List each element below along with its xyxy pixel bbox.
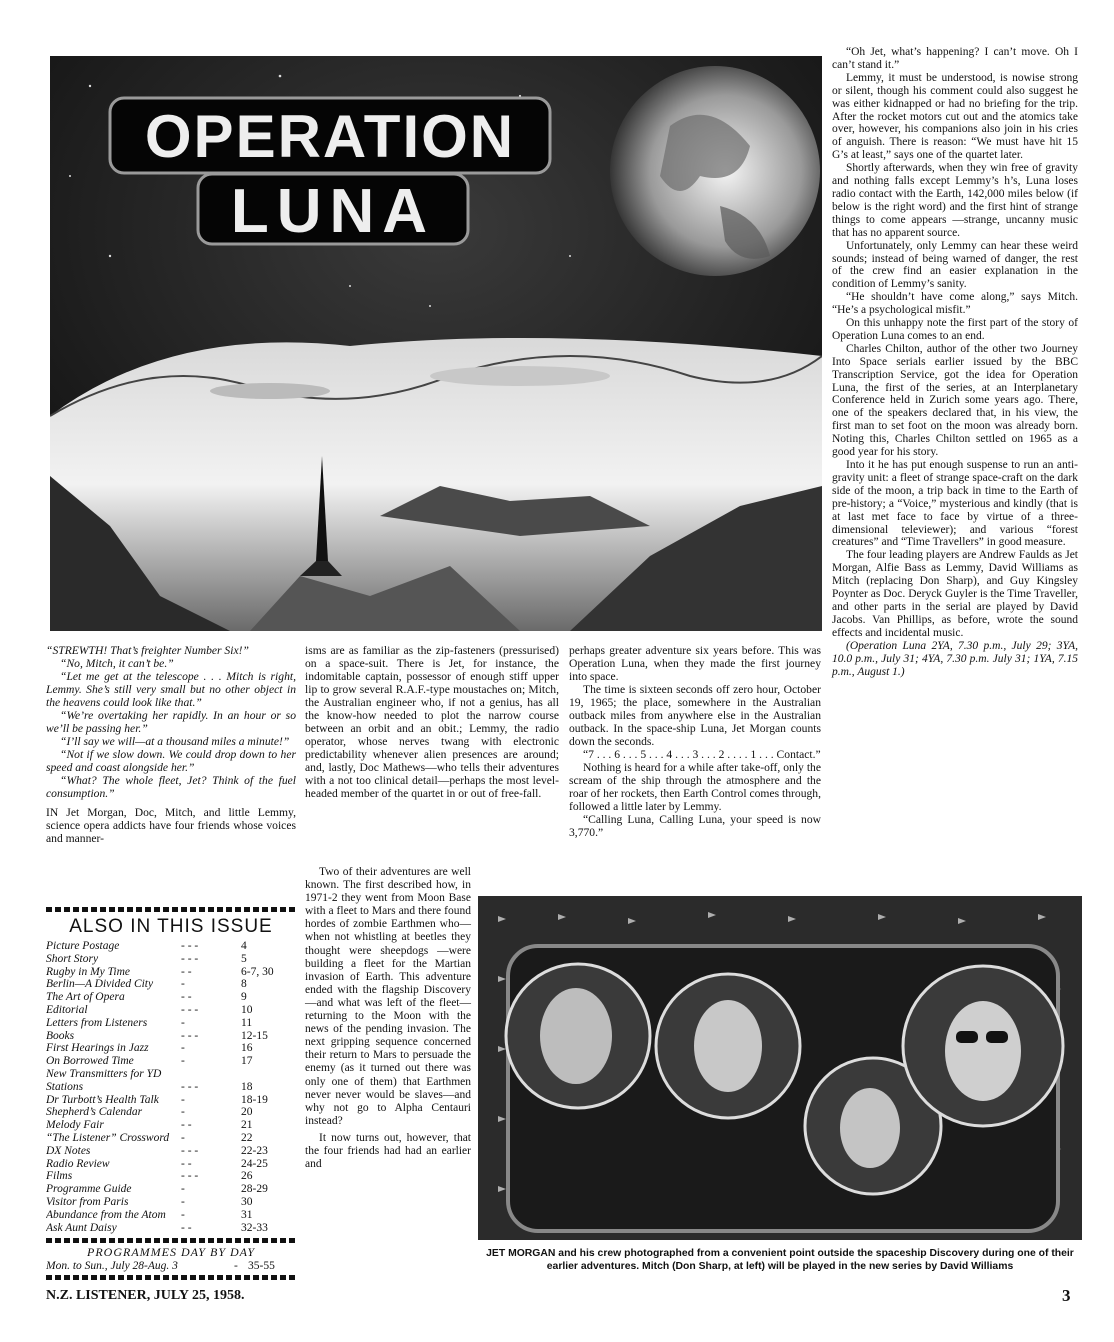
toc-item-page: 12-15 (241, 1029, 268, 1042)
toc-item-dash: - (181, 1042, 185, 1055)
toc-item-page: 9 (241, 991, 247, 1004)
toc-item-name: Rugby in My Time (46, 965, 130, 978)
toc-item (46, 1158, 296, 1171)
wavy-rule (46, 1238, 296, 1243)
toc-item-page: 8 (241, 978, 247, 991)
toc-item-name: Dr Turbott’s Health Talk (46, 1093, 159, 1106)
toc-item-name: Ask Aunt Daisy (46, 1221, 117, 1234)
body-paragraph: “Oh Jet, what’s happening? I can’t move. Oh I can’t stand it.” (832, 46, 1078, 71)
toc-item-dash: - - (181, 1157, 192, 1170)
toc-item (46, 991, 296, 1004)
toc-item-name: Visitor from Paris (46, 1195, 129, 1208)
body-paragraph: “7 . . . 6 . . . 5 . . . 4 . . . 3 . . . 2 . . . . 1 . . . Contact.” (583, 748, 821, 761)
toc-item-dash: - (181, 1195, 185, 1208)
toc-item-page: 5 (241, 952, 247, 965)
also-in-this-issue-box (46, 907, 296, 1280)
astronaut-4 (903, 966, 1063, 1126)
toc-item-page: 6-7, 30 (241, 965, 274, 978)
toc-item-name: “The Listener” Crossword (46, 1131, 170, 1144)
toc-item-page: 26 (241, 1170, 253, 1183)
astronaut-2 (656, 974, 800, 1118)
programmes-dash: - (234, 1260, 238, 1273)
toc-item (46, 1119, 296, 1132)
toc-item-name: The Art of Opera (46, 991, 125, 1004)
toc-item-page: 32-33 (241, 1221, 268, 1234)
body-paragraph: “He shouldn’t have come along,” says Mitch. “He’s a psychological misfit.” (832, 291, 1078, 317)
toc-item-page (241, 1068, 296, 1081)
intro-line: “We’re overtaking her rapidly. In an hour or so we’ll be passing her.” (46, 709, 296, 735)
toc-item-dash: - (181, 1093, 185, 1106)
toc-item-page: 21 (241, 1119, 253, 1132)
body-column-3 (569, 644, 821, 839)
toc-item-name: Abundance from the Atom (46, 1208, 166, 1221)
toc-item-page: 11 (241, 1016, 253, 1029)
toc-item-page: 31 (241, 1208, 253, 1221)
toc-item-page: 22-23 (241, 1144, 268, 1157)
programmes-row (46, 1260, 296, 1273)
wavy-rule (46, 907, 296, 912)
masthead-footer: N.Z. LISTENER, JULY 25, 1958. (46, 1288, 245, 1303)
toc-item (46, 1106, 296, 1119)
wavy-rule (46, 1275, 296, 1280)
toc-item (46, 1145, 296, 1158)
hero-illustration (50, 56, 822, 631)
toc-item-name: Programme Guide (46, 1183, 132, 1196)
hero-title-line1: OPERATION (144, 103, 516, 170)
body-column-2 (305, 644, 559, 800)
toc-item (46, 1183, 296, 1196)
toc-list (46, 940, 296, 1234)
toc-item-name: DX Notes (46, 1144, 91, 1157)
toc-item (46, 953, 296, 966)
toc-item (46, 1081, 296, 1094)
toc-item-dash: - - - (181, 1144, 199, 1157)
toc-item-dash: - - (181, 991, 192, 1004)
toc-item (46, 1017, 296, 1030)
body-paragraph: It now turns out, however, that the four friends had had an earlier and (305, 1131, 471, 1171)
toc-item-name: Editorial (46, 1003, 88, 1016)
toc-item-name: Berlin—A Divided City (46, 978, 154, 991)
page-number: 3 (1062, 1286, 1071, 1305)
toc-item-dash: - - (181, 1119, 192, 1132)
toc-item (46, 1209, 296, 1222)
body-paragraph: The four leading players are Andrew Faulds as Jet Morgan, Alfie Bass as Lemmy, David Williams as Mitch (replacing Don Sharp), and Guy Kingsley Poynter as Doc. Deryck Guyler is the Time Traveller, and other parts in the serial are played by David Jacobs. Van Phillips, as before, wrote the sound effects and incidental music. (832, 549, 1078, 639)
body-paragraph: perhaps greater adventure six years before. This was Operation Luna, when they made the first journey into space. (569, 644, 821, 683)
programmes-title: PROGRAMMES DAY BY DAY (87, 1245, 255, 1260)
intro-line: “No, Mitch, it can’t be.” (60, 657, 174, 670)
toc-item-dash: - - - (181, 952, 199, 965)
toc-item-name: Short Story (46, 952, 99, 965)
astronaut-1 (506, 964, 650, 1108)
toc-item (46, 966, 296, 979)
toc-item (46, 1094, 296, 1107)
programmes-page: 35-55 (248, 1260, 275, 1273)
body-paragraph: Unfortunately, only Lemmy can hear these weird sounds; instead of being warned of danger, the rest of the crew find an easier explanation in the condition of Lemmy’s sanity. (832, 239, 1078, 291)
toc-item-dash: - (181, 978, 185, 991)
broadcast-times: (Operation Luna 2YA, 7.30 p.m., July 29; 3YA, 10.0 p.m., July 31; 4YA, 7.30 p.m. July 31; 1YA, 7.15 p.m., August 1.) (832, 639, 1078, 678)
toc-item-dash: - (181, 1016, 185, 1029)
toc-item-name: Radio Review (46, 1157, 110, 1170)
body-paragraph: Lemmy, it must be understood, is nowise strong or silent, though his comment could also suggest he was either kidnapped or had no briefing for the trip. After the rocket motors cut out and the atomics take over, however, his companions also join in his cries of anguish. There is reason: “We must have hit 15 G’s at least,” says one of the quartet later. (832, 71, 1078, 162)
toc-item (46, 1170, 296, 1183)
toc-item-page: 18-19 (241, 1093, 268, 1106)
toc-item-name: Stations (46, 1080, 84, 1093)
toc-item-name: Shepherd’s Calendar (46, 1106, 143, 1119)
toc-item-dash: - - - (181, 1080, 199, 1093)
body-paragraph: Into it he has put enough suspense to run an anti-gravity unit: a fleet of strange space-craft on the dark side of the moon, a trip back in time to the Earth of pre-history; a “Voice,” mysterious and kindly (that is at last met face to face by virtue of a three-dimensional televiewer); and various “forest creatures” and “Time Travellers” in good measure. (832, 459, 1078, 549)
intro-line: “What? The whole fleet, Jet? Think of the fuel consumption.” (46, 774, 296, 800)
body-paragraph: isms are as familiar as the zip-fasteners (pressurised) on a space-suit. There is Jet, for instance, the indomitable captain, possessor of enough stiff upper lip to grow several R.A.F.-type moustaches on; Mitch, the Australian engineer who, if not a genius, has all the know-how needed to plot the narrow course between an orbit and an obit.; Lemmy, the radio operator, whose nerves twang with electronic predictability whenever alien presences are around; and, lastly, Doc Mathews—who tells their adventures with a not too clinical detail—perhaps the most level-headed member of the quartet in or out of free-fall. (305, 644, 559, 800)
body-paragraph: Charles Chilton, author of the other two Journey Into Space serials earlier issued by the BBC Transcription Service, got the idea for Operation Luna, the first of the series, at an Interplanetary Conference held in Zurich some years ago. There, one of the speakers declared that, in his view, the first man to set foot on the moon was already born. Noting this, Charles Chilton settled on 1965 as a good year for his story. (832, 342, 1078, 459)
toc-item-name: Films (46, 1170, 73, 1183)
body-paragraph: Two of their adventures are well known. The first described how, in 1971-2 they went from Moon Base with a fleet to Mars and there found hordes of zombie Earthmen who—when not whistling at beetles they thought were sheepdogs —were building a fleet for the Martian invasion of Earth. This adventure ended with the flagship Discovery—and what was left of the fleet—returning to the Moon with the news of the pending invasion. The next gripping sequence concerned their return to Mars to persuade the enemy (as it turned out there was only one of them) that Earthmen never never would be slaves—and why not go to Alpha Centauri instead? (305, 866, 471, 1127)
toc-item (46, 1222, 296, 1235)
toc-item-page: 22 (241, 1131, 253, 1144)
intro-paragraph: IN Jet Morgan, Doc, Mitch, and little Lemmy, science opera addicts have four friends whose voices and manner- (46, 806, 296, 845)
toc-item-name: Picture Postage (46, 940, 120, 952)
toc-item-dash: - (181, 1208, 185, 1221)
crew-photograph (478, 896, 1082, 1240)
toc-item-page: 28-29 (241, 1183, 268, 1196)
toc-item (46, 1030, 296, 1043)
programmes-dates: Mon. to Sun., July 28-Aug. 3 (46, 1260, 178, 1273)
toc-item (46, 1068, 296, 1081)
body-paragraph: The time is sixteen seconds off zero hour, October 19, 1965; the place, somewhere in the Australian outback miles from anywhere else in the Australian outback. In the space-ship Luna, Jet Morgan counts down the seconds. (569, 683, 821, 748)
toc-item-dash: - (181, 1131, 185, 1144)
photo-caption: JET MORGAN and his crew photographed from a convenient point outside the spaceship Discovery during one of their earlier adventures. Mitch (Don Sharp, at left) will be played in the new series by David Williams (486, 1248, 1074, 1272)
intro-column (46, 644, 296, 845)
toc-item-dash: - - - (181, 1029, 199, 1042)
toc-item-name: On Borrowed Time (46, 1055, 134, 1068)
body-paragraph: Nothing is heard for a while after take-off, only the scream of the ship through the atmosphere and the roar of her rockets, then Earth Control comes through, followed a little later by Lemmy. (569, 761, 821, 813)
toc-item-dash: - (181, 1183, 185, 1196)
toc-item-name: Melody Fair (46, 1119, 104, 1132)
toc-item-page: 17 (241, 1055, 253, 1068)
toc-item-name: Letters from Listeners (46, 1016, 148, 1029)
toc-item-name: New Transmitters for YD (46, 1067, 162, 1080)
toc-item-page: 4 (241, 940, 247, 952)
toc-item (46, 1196, 296, 1209)
toc-item-dash: - (181, 1106, 185, 1119)
intro-line: “Let me get at the telescope . . . Mitch is right, Lemmy. She’s still very small but no other object in the heavens could look like that.” (46, 670, 296, 709)
toc-item-page: 20 (241, 1106, 253, 1119)
toc-item-page: 16 (241, 1042, 253, 1055)
toc-item-dash: - - (181, 1221, 192, 1234)
toc-item-dash: - - - (181, 1003, 199, 1016)
toc-item (46, 1004, 296, 1017)
toc-item-dash: - - - (181, 940, 199, 952)
toc-item (46, 940, 296, 953)
toc-item-dash (181, 1068, 241, 1081)
crew-photo-art (478, 896, 1082, 1240)
hero-title-line2: LUNA (230, 177, 436, 246)
toc-item-page: 24-25 (241, 1157, 268, 1170)
toc-item-name: Books (46, 1029, 75, 1042)
toc-item (46, 1132, 296, 1145)
body-column-2-narrow (305, 866, 471, 1171)
toc-title: ALSO IN THIS ISSUE (69, 916, 273, 937)
toc-item-page: 18 (241, 1080, 253, 1093)
intro-line: “I’ll say we will—at a thousand miles a minute!” (60, 735, 290, 748)
toc-item (46, 1042, 296, 1055)
body-paragraph: Shortly afterwards, when they win free of gravity and nothing falls except Lemmy’s h’s, Luna loses radio contact with the Earth, 142,000 miles below (if below is the right word) and the first hint of strange things to come appears —strange, uncanny music that has no apparent source. (832, 162, 1078, 239)
toc-item-dash: - - (181, 965, 192, 978)
toc-item-page: 10 (241, 1003, 253, 1016)
toc-item (46, 978, 296, 991)
body-paragraph: “Calling Luna, Calling Luna, your speed is now 3,770.” (569, 813, 821, 839)
toc-item-dash: - - - (181, 1170, 199, 1183)
toc-item-name: First Hearings in Jazz (46, 1042, 149, 1055)
toc-item-page: 30 (241, 1195, 253, 1208)
body-column-4 (832, 46, 1078, 678)
intro-line: “Not if we slow down. We could drop down to her speed and coast alongside her.” (46, 748, 296, 774)
toc-item (46, 1055, 296, 1068)
toc-item-dash: - (181, 1055, 185, 1068)
intro-line: “STREWTH! That’s freighter Number Six!” (46, 644, 249, 657)
body-paragraph: On this unhappy note the first part of the story of Operation Luna comes to an end. (832, 317, 1078, 342)
